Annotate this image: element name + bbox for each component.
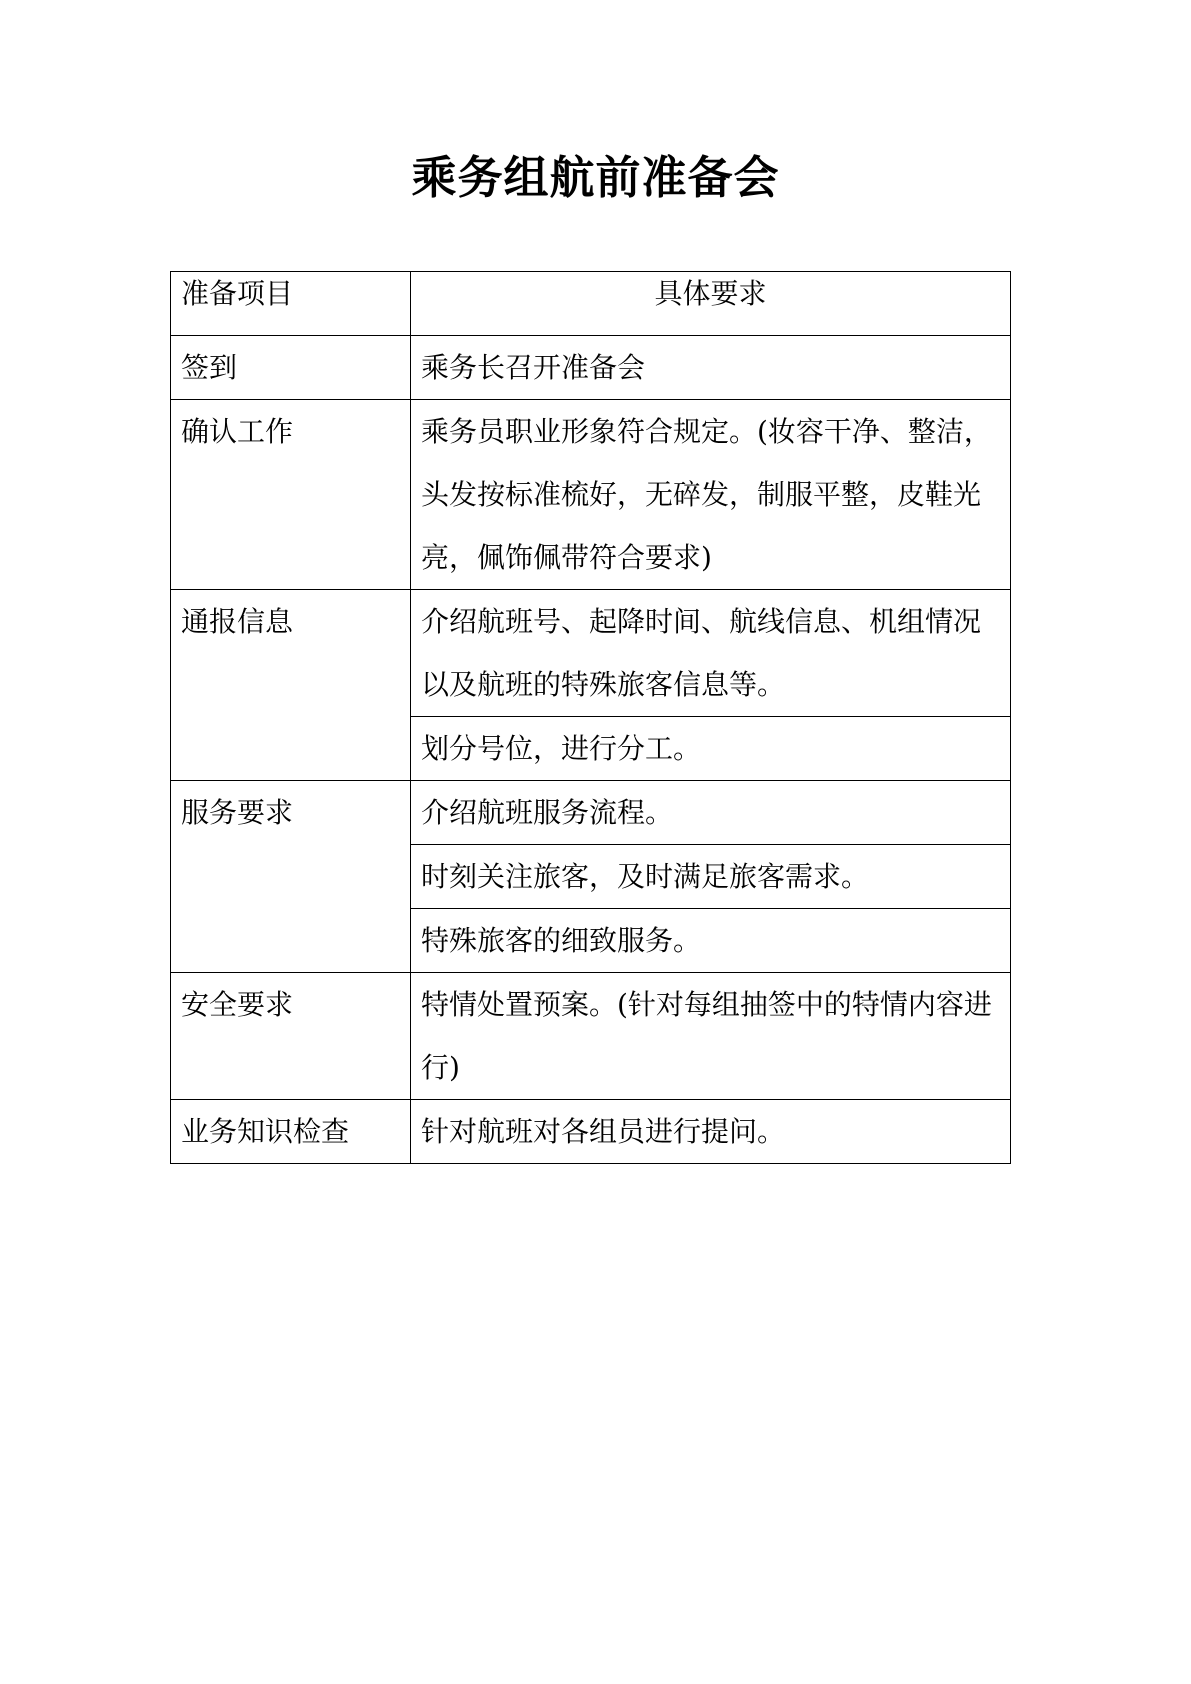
page-title: 乘务组航前准备会 — [411, 151, 780, 204]
preparation-table — [170, 271, 1011, 1164]
row-requirement: 划分号位，进行分工。 — [411, 717, 1011, 781]
table-header-row — [171, 272, 1011, 336]
row-item-safety: 安全要求 — [171, 973, 411, 1100]
row-requirement: 针对航班对各组员进行提问。 — [411, 1100, 1011, 1164]
row-requirement: 时刻关注旅客，及时满足旅客需求。 — [411, 845, 1011, 909]
row-requirement: 特情处置预案。(针对每组抽签中的特情内容进行) — [411, 973, 1011, 1100]
column-header-requirements: 具体要求 — [411, 272, 1011, 336]
row-item-service: 服务要求 — [171, 781, 411, 973]
row-requirement: 介绍航班号、起降时间、航线信息、机组情况以及航班的特殊旅客信息等。 — [411, 590, 1011, 717]
row-requirement: 乘务员职业形象符合规定。(妆容干净、整洁，头发按标准梳好，无碎发，制服平整，皮鞋光亮，佩饰佩带符合要求) — [411, 400, 1011, 590]
table-row — [171, 973, 1011, 1100]
row-item-briefing: 通报信息 — [171, 590, 411, 781]
row-requirement: 介绍航班服务流程。 — [411, 781, 1011, 845]
row-item-confirm-work: 确认工作 — [171, 400, 411, 590]
table-row — [171, 400, 1011, 590]
column-header-item: 准备项目 — [171, 272, 411, 336]
table-row — [171, 336, 1011, 400]
row-item-knowledge-check: 业务知识检查 — [171, 1100, 411, 1164]
row-item-sign-in: 签到 — [171, 336, 411, 400]
table-row — [171, 1100, 1011, 1164]
row-requirement: 特殊旅客的细致服务。 — [411, 909, 1011, 973]
table-row — [171, 590, 1011, 717]
table-row — [171, 781, 1011, 845]
row-requirement: 乘务长召开准备会 — [411, 336, 1011, 400]
